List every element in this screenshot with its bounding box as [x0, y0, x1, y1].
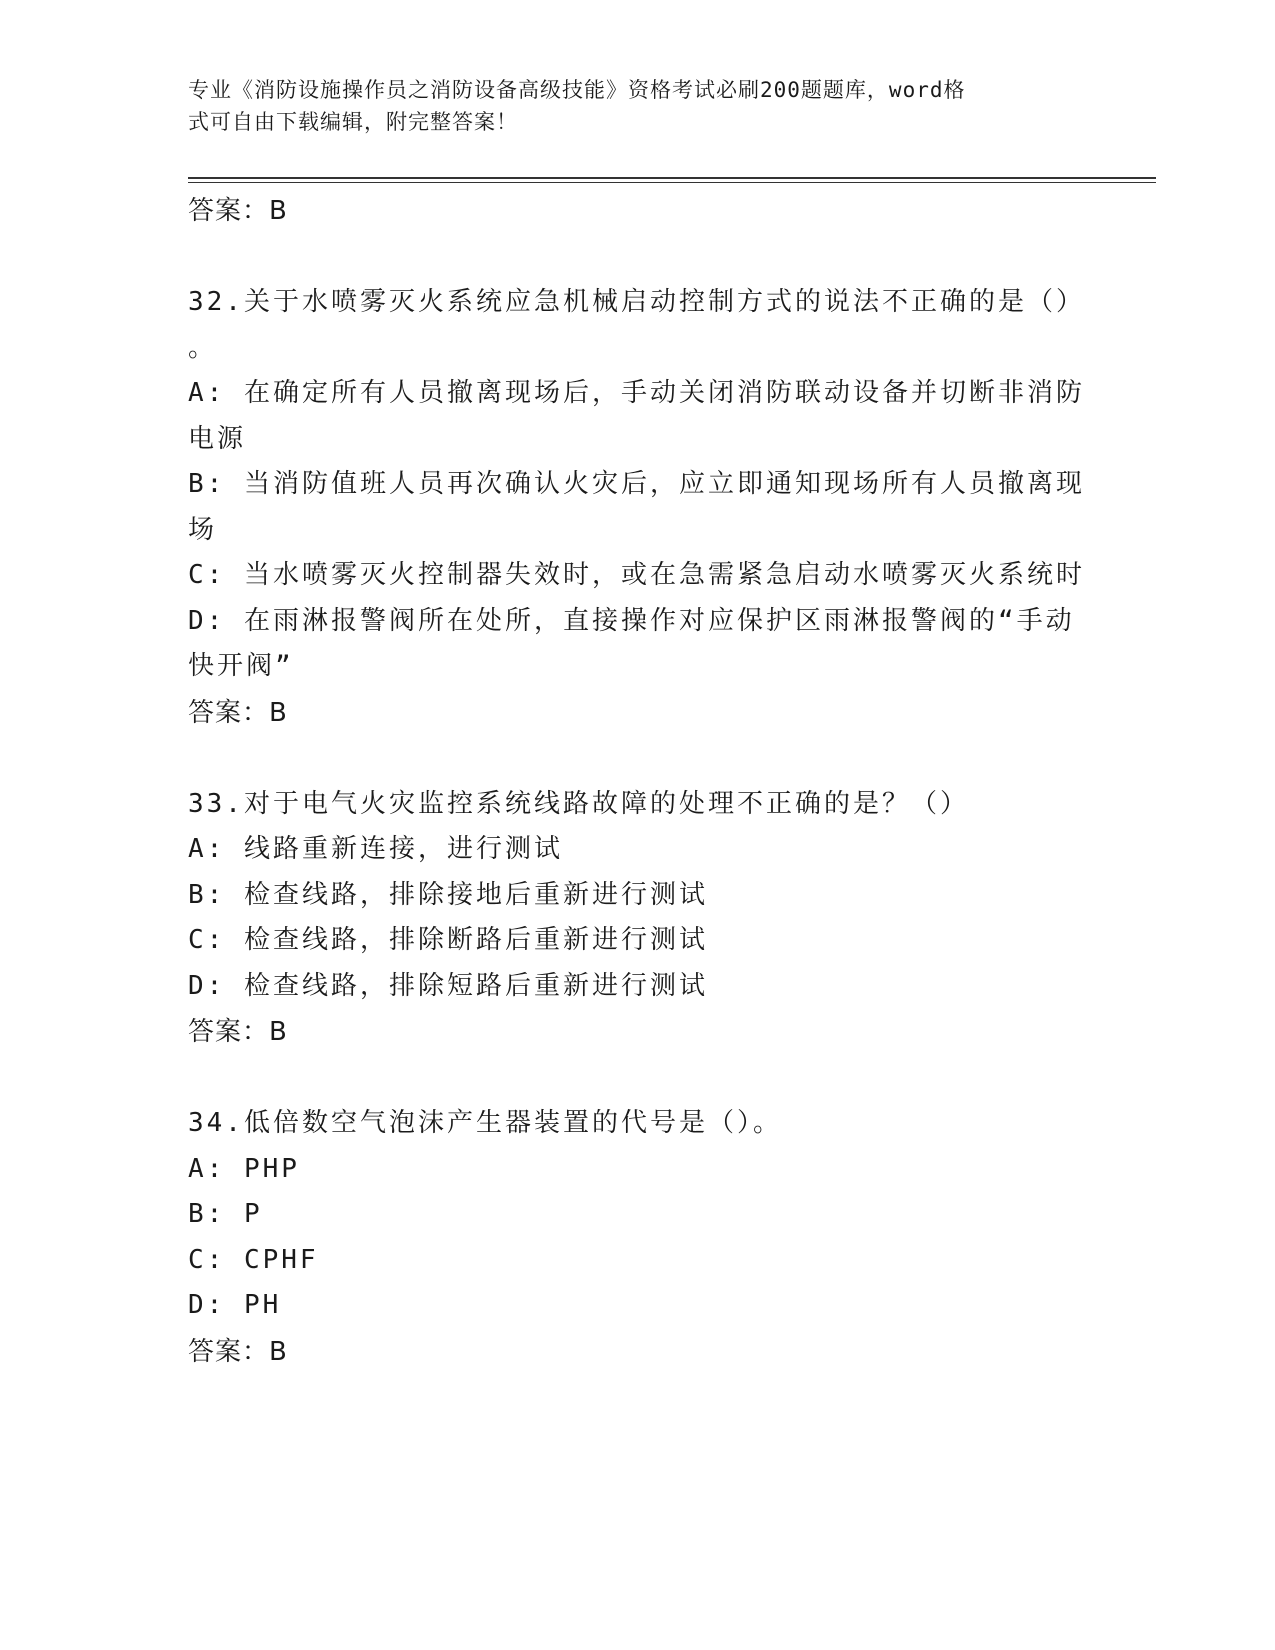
option-c: C: CPHF — [188, 1244, 319, 1275]
question-stem: 34.低倍数空气泡沫产生器装置的代号是（）。 — [188, 1108, 782, 1138]
option-b: B: 检查线路，排除接地后重新进行测试 — [188, 879, 708, 910]
option-d: D: 检查线路，排除短路后重新进行测试 — [188, 970, 708, 1001]
header-line-1: 专业《消防设施操作员之消防设备高级技能》资格考试必刷200题题库，word格 — [188, 78, 966, 102]
answer-line: 答案：B — [188, 1017, 288, 1047]
option-a: A: 线路重新连接，进行测试 — [188, 834, 563, 864]
header-divider-thick — [188, 177, 1156, 179]
option-d: D: 在雨淋报警阀所在处所，直接操作对应保护区雨淋报警阀的“手动 — [188, 605, 1075, 636]
answer-line: 答案：B — [188, 697, 288, 728]
document-header — [188, 74, 1068, 138]
option-c: C: 检查线路，排除断路后重新进行测试 — [188, 925, 708, 955]
question-32 — [188, 280, 1088, 736]
header-line-2: 式可自由下载编辑，附完整答案！ — [188, 110, 518, 134]
answer-line: 答案：B — [188, 1336, 288, 1367]
option-d: D: PH — [188, 1290, 282, 1320]
option-d-continued: 快开阀” — [188, 651, 294, 681]
option-a: A: 在确定所有人员撤离现场后，手动关闭消防联动设备并切断非消防 — [188, 378, 1085, 408]
option-b: B: P — [188, 1199, 263, 1229]
option-c: C: 当水喷雾灭火控制器失效时，或在急需紧急启动水喷雾灭火系统时 — [188, 560, 1085, 590]
question-stem: 32.关于水喷雾灭火系统应急机械启动控制方式的说法不正确的是（） — [188, 287, 1085, 317]
question-list — [188, 188, 1088, 1375]
header-divider-thin — [188, 182, 1156, 183]
option-b-continued: 场 — [188, 514, 218, 545]
option-b: B: 当消防值班人员再次确认火灾后，应立即通知现场所有人员撤离现 — [188, 469, 1085, 499]
question-stem: 33.对于电气火灾监控系统线路故障的处理不正确的是？（） — [188, 788, 969, 819]
question-stem-continued: 。 — [188, 332, 218, 363]
option-a: A: PHP — [188, 1153, 300, 1184]
question-33 — [188, 782, 1088, 1056]
answer-line: 答案：B — [188, 196, 288, 226]
question-34 — [188, 1101, 1088, 1375]
option-a-continued: 电源 — [188, 423, 247, 454]
